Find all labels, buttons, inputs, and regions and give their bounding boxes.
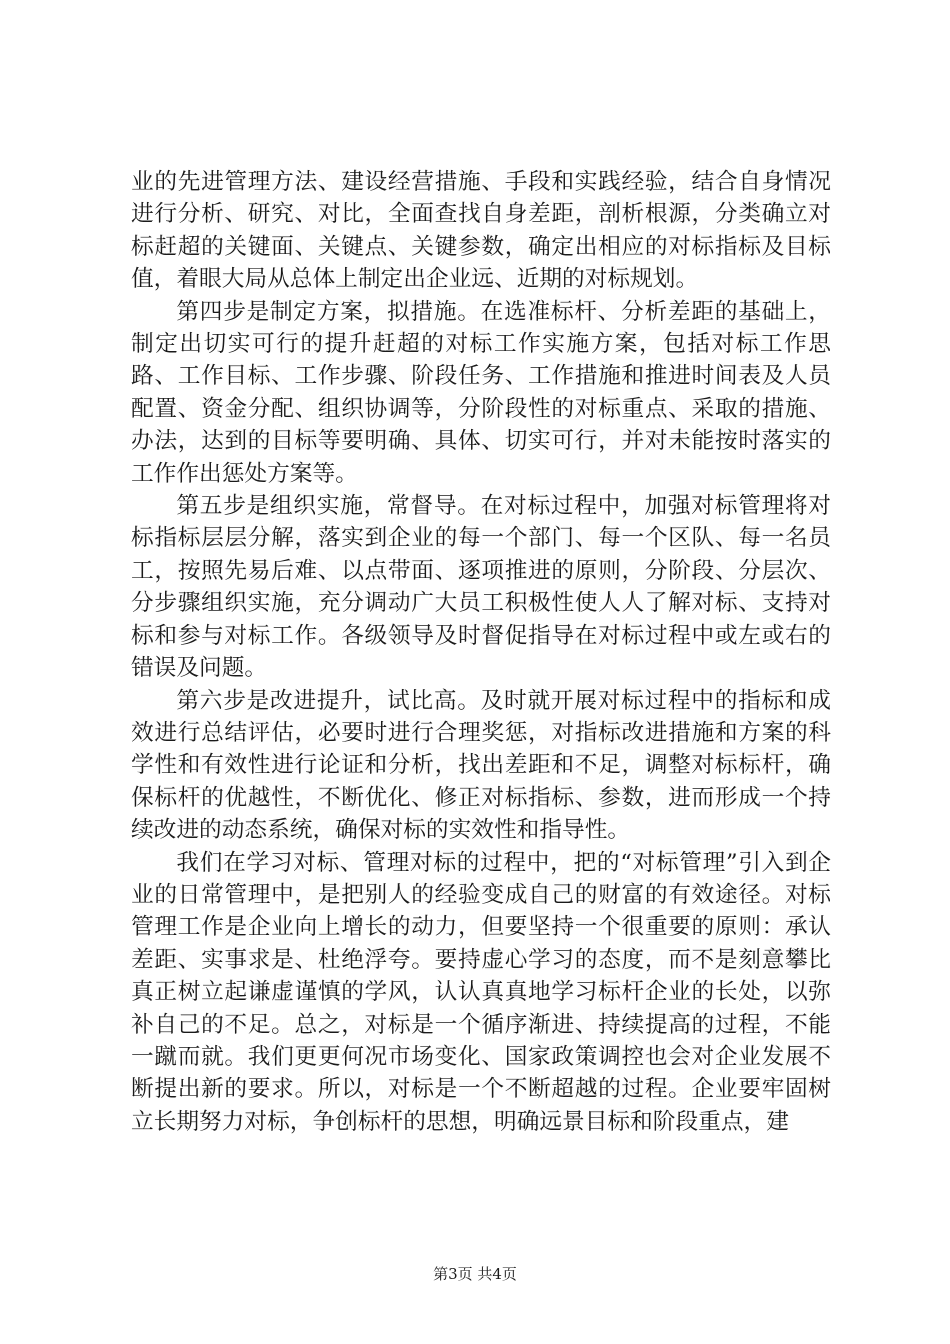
paragraph-step-five: 第五步是组织实施，常督导。在对标过程中，加强对标管理将对标指标层层分解，落实到企业的每一个部门、每一个区队、每一名员工，按照先易后难、以点带面、逐项推进的原则，分阶段、分层次、分步骤组织实施，充分调动广大员工积极性使人人了解对标、支持对标和参与对标工作。各级领导及时督促指导在对标过程中或左或右的错误及问题。 [131,493,831,682]
body-text [131,166,831,1138]
page-number: 第3页 共4页 [433,1265,517,1283]
paragraph-step-four: 第四步是制定方案，拟措施。在选准标杆、分析差距的基础上，制定出切实可行的提升赶超的对标工作实施方案，包括对标工作思路、工作目标、工作步骤、阶段任务、工作措施和推进时间表及人员配置、资金分配、组织协调等，分阶段性的对标重点、采取的措施、办法，达到的目标等要明确、具体、切实可行，并对未能按时落实的工作作出惩处方案等。 [131,298,831,487]
paragraph-continuation: 业的先进管理方法、建设经营措施、手段和实践经验，结合自身情况进行分析、研究、对比，全面查找自身差距，剖析根源，分类确立对标赶超的关键面、关键点、关键参数，确定出相应的对标指标及目标值，着眼大局从总体上制定出企业远、近期的对标规划。 [131,169,831,293]
paragraph-conclusion: 我们在学习对标、管理对标的过程中，把的“对标管理”引入到企业的日常管理中，是把别人的经验变成自己的财富的有效途径。对标管理工作是企业向上增长的动力，但要坚持一个很重要的原则：承认差距、实事求是、杜绝浮夸。要持虚心学习的态度，而不是刻意攀比真正树立起谦虚谨慎的学风，认认真真地学习标杆企业的长处，以弥补自己的不足。总之，对标是一个循序渐进、持续提高的过程，不能一蹴而就。我们更更何况市场变化、国家政策调控也会对企业发展不断提出新的要求。所以，对标是一个不断超越的过程。企业要牢固树立长期努力对标，争创标杆的思想，明确远景目标和阶段重点，建 [131,849,831,1135]
paragraph-step-six: 第六步是改进提升，试比高。及时就开展对标过程中的指标和成效进行总结评估，必要时进行合理奖惩，对指标改进措施和方案的科学性和有效性进行论证和分析，找出差距和不足，调整对标标杆，确保标杆的优越性，不断优化、修正对标指标、参数，进而形成一个持续改进的动态系统，确保对标的实效性和指导性。 [131,687,831,844]
